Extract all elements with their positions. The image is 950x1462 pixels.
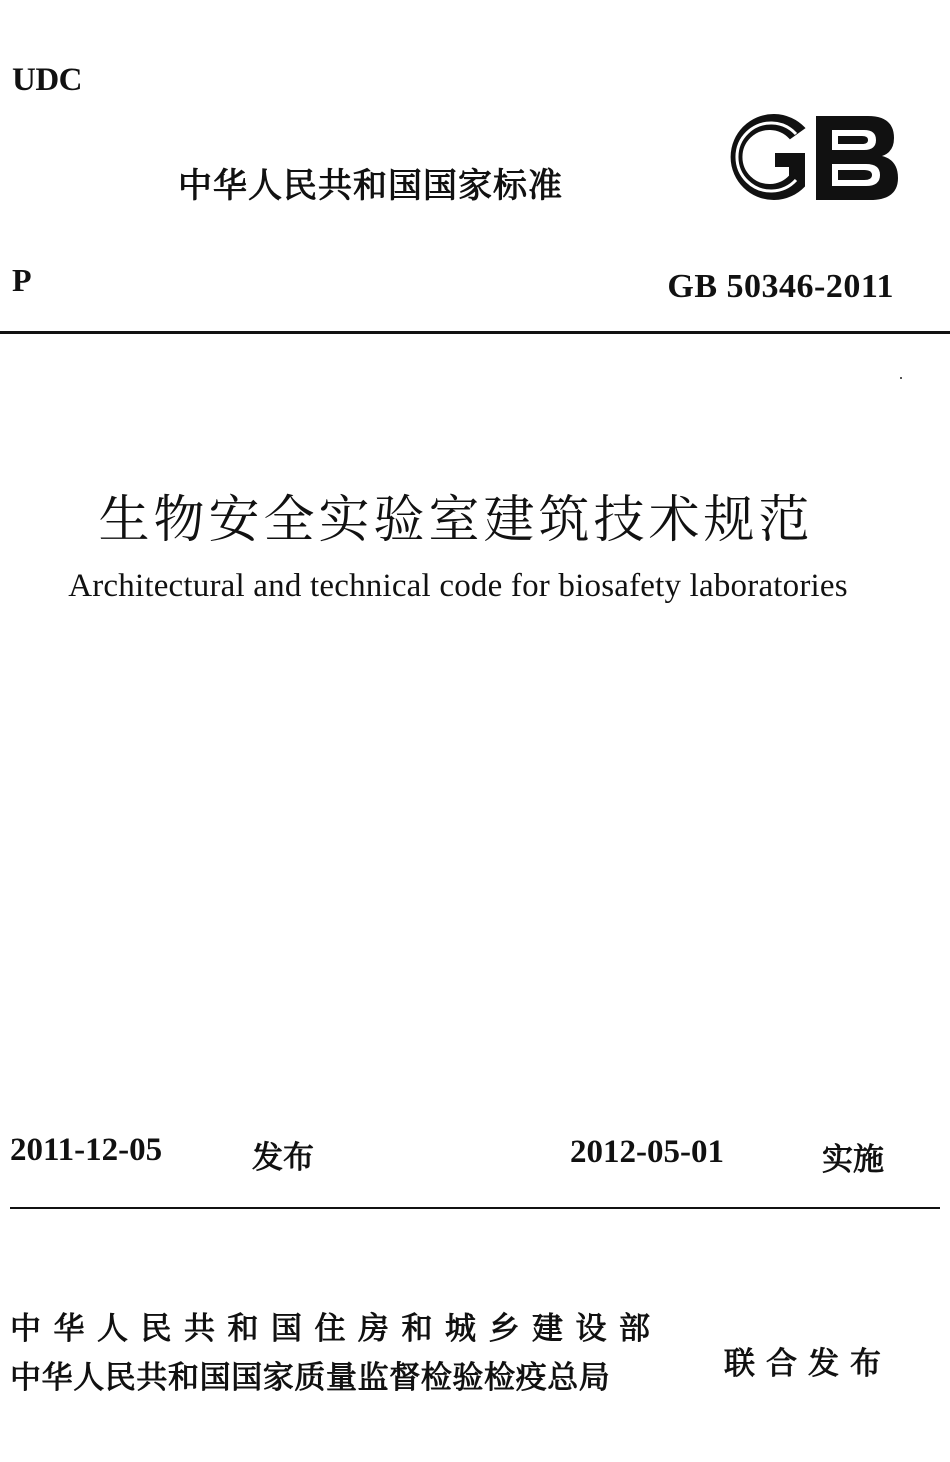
standard-type-heading: 中华人民共和国国家标准	[178, 166, 563, 206]
category-code: P	[12, 262, 32, 298]
implementation-date: 2012-05-01	[570, 1134, 724, 1170]
issuer-ministry: 中华人民共和国住房和城乡建设部	[10, 1311, 663, 1347]
joint-issue-label: 联合发布	[724, 1346, 892, 1382]
standard-code: GB 50346-2011	[667, 268, 894, 305]
issue-date: 2011-12-05	[10, 1132, 163, 1168]
gb-logo	[718, 108, 900, 206]
title-english: Architectural and technical code for biosafety laboratories	[68, 568, 848, 604]
scan-speck	[900, 377, 902, 379]
title-chinese: 生物安全实验室建筑技术规范	[98, 491, 814, 550]
issue-label: 发布	[252, 1140, 314, 1176]
gb-logo-icon	[718, 108, 900, 206]
issuer-administration: 中华人民共和国国家质量监督检验检疫总局	[10, 1360, 611, 1396]
implementation-label: 实施	[822, 1142, 884, 1178]
top-divider	[0, 331, 950, 334]
udc-label: UDC	[12, 62, 82, 98]
bottom-divider	[10, 1207, 940, 1209]
